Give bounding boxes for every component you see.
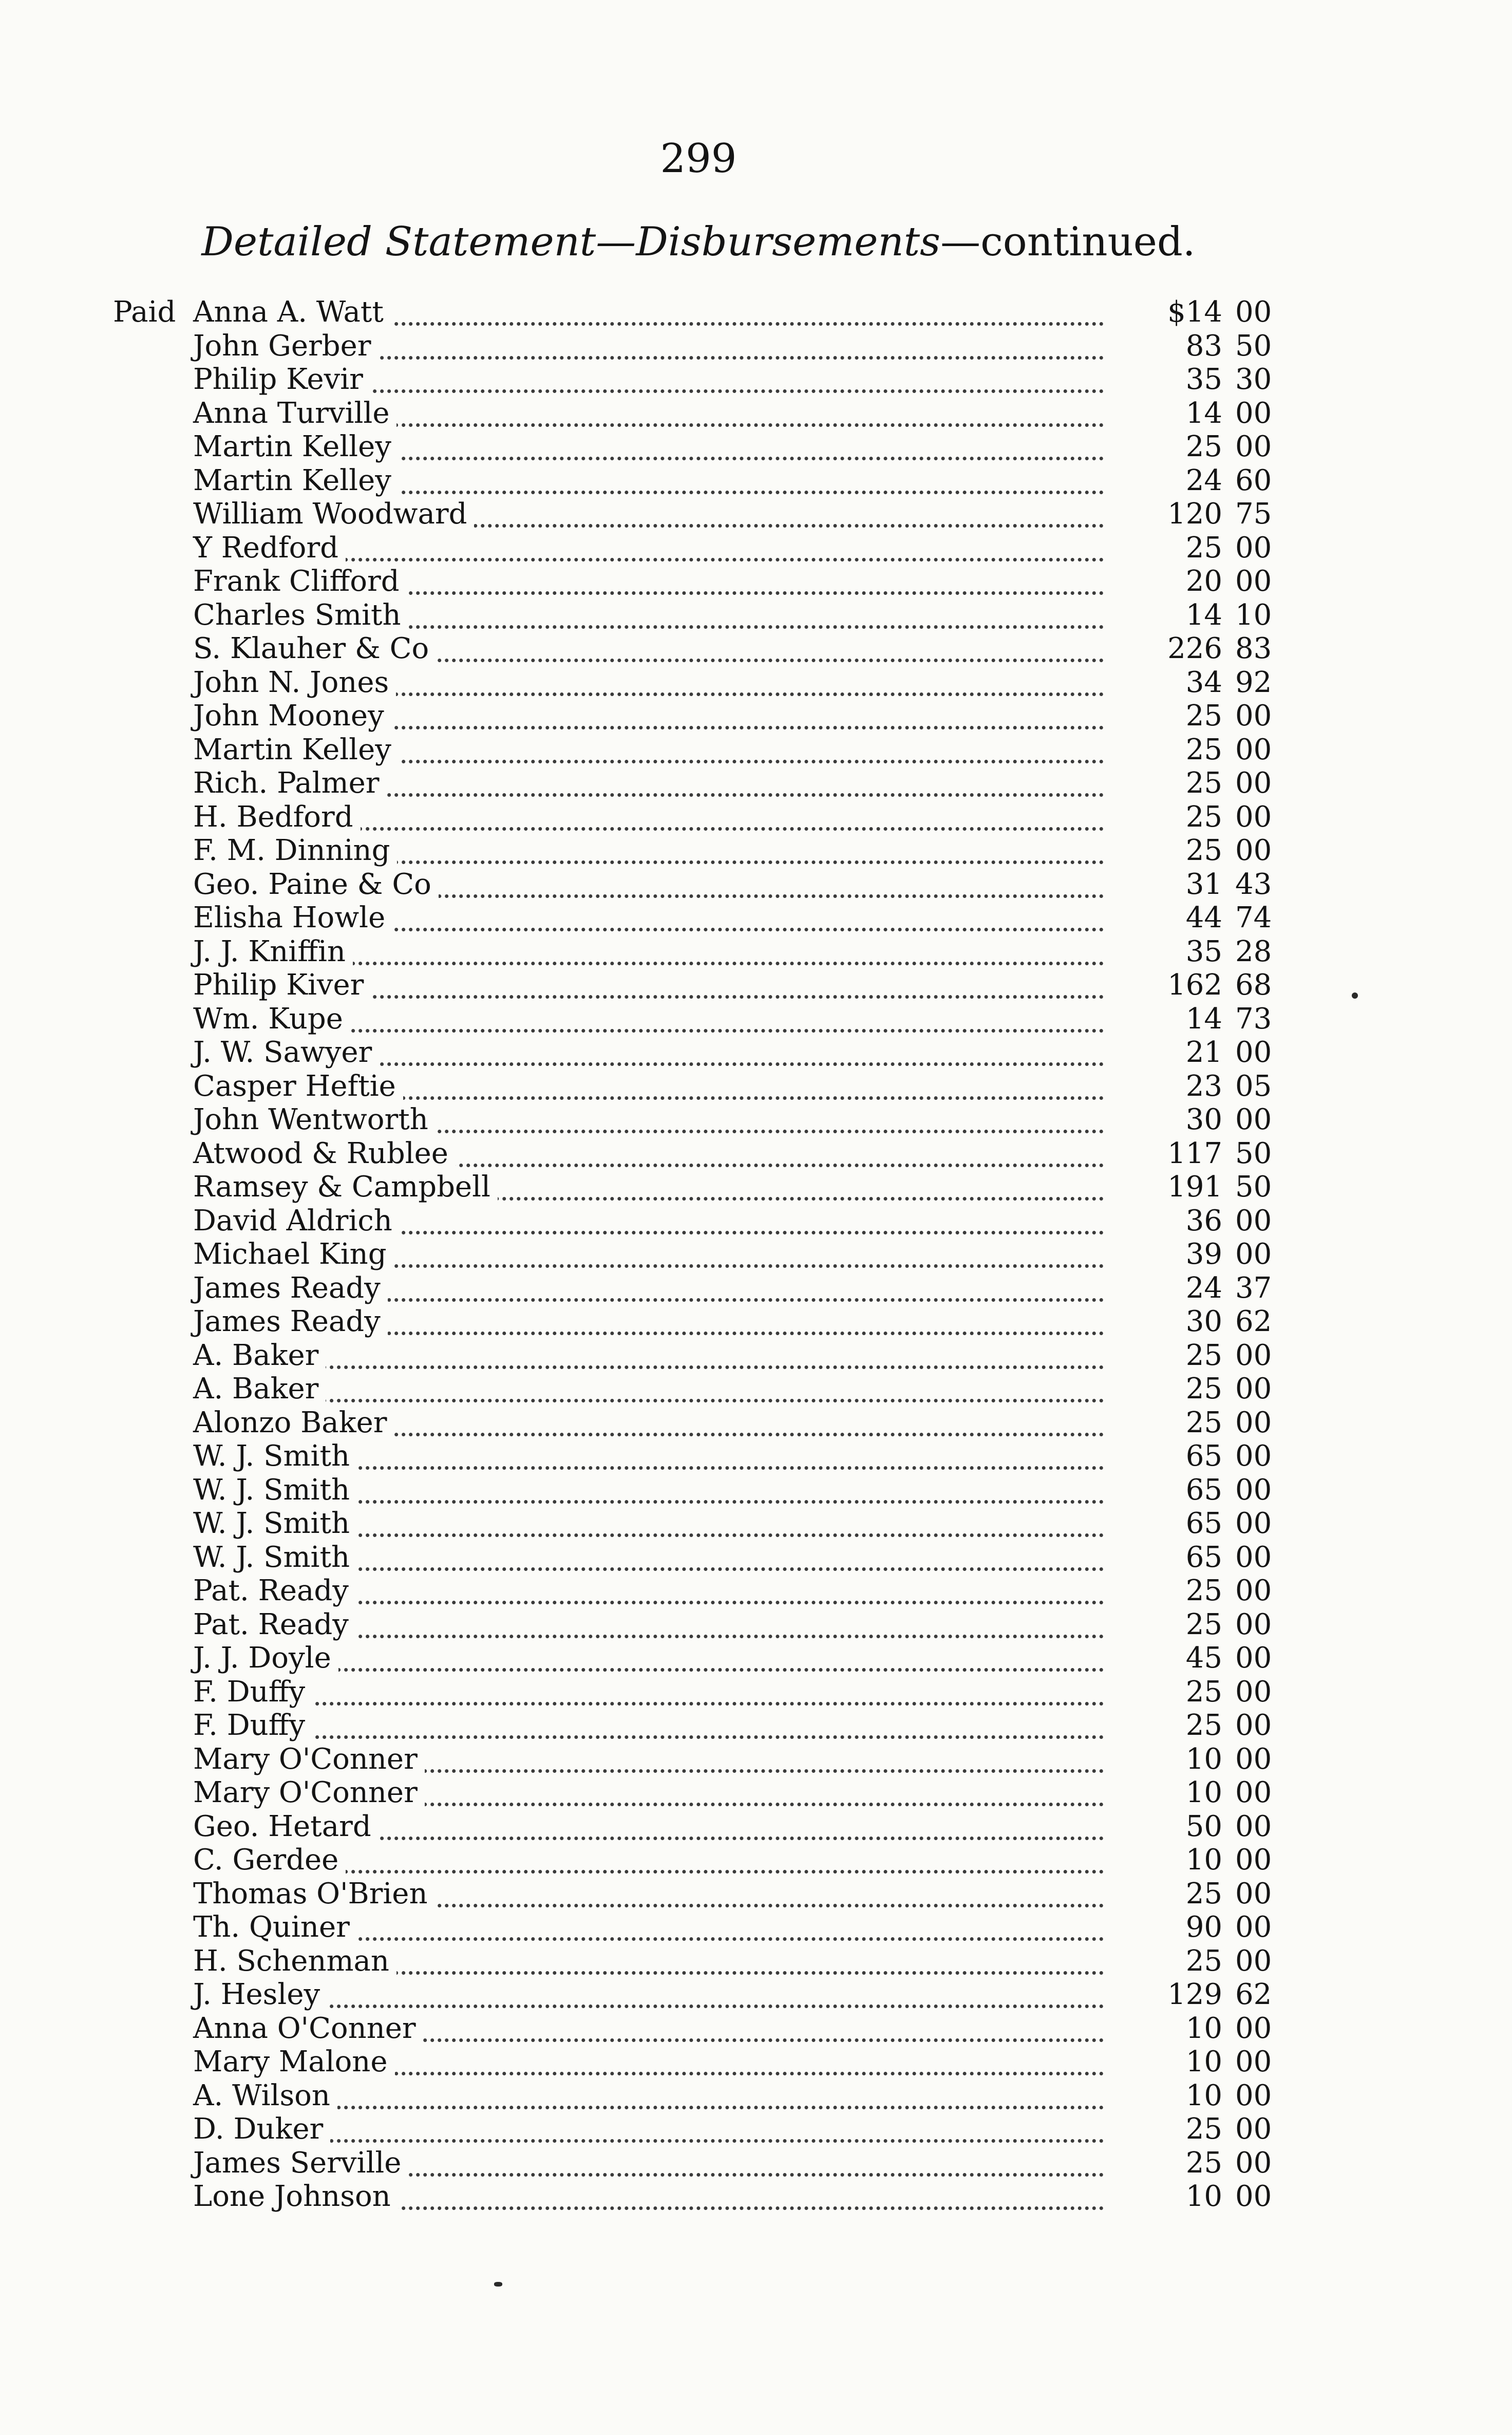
amount-dollars: 129: [1167, 1978, 1222, 2011]
list-item: [0, 699, 1512, 733]
amount-dollars: 25: [1185, 1574, 1222, 1607]
list-item: [0, 1743, 1512, 1776]
amount-dollars: 30: [1185, 1103, 1222, 1136]
amount-dollars: 83: [1185, 329, 1222, 363]
list-item: [0, 834, 1512, 868]
payee-name: James Serville: [193, 2146, 408, 2180]
list-item: [0, 935, 1512, 969]
amount-cents: 00: [1235, 2146, 1272, 2180]
amount-dollars: 25: [1185, 800, 1222, 834]
amount-cents: 00: [1235, 1406, 1272, 1439]
amount-dollars: 50: [1185, 1810, 1222, 1843]
amount-cents: 00: [1235, 1541, 1272, 1574]
list-item: [0, 632, 1512, 666]
list-item: [0, 2180, 1512, 2214]
amount-cents: 00: [1235, 1036, 1272, 1069]
amount-dollars: 25: [1185, 699, 1222, 733]
payee-name: Mary O'Conner: [193, 1776, 425, 1810]
list-item: [0, 1574, 1512, 1608]
list-item: [0, 1137, 1512, 1171]
list-item: [0, 733, 1512, 767]
amount-dollars: 10: [1185, 2012, 1222, 2045]
amount-cents: 00: [1235, 766, 1272, 800]
amount-dollars: 162: [1167, 968, 1222, 1002]
payee-name: J. Hesley: [193, 1978, 327, 2012]
amount-dollars: 65: [1185, 1541, 1222, 1574]
amount-cents: 00: [1235, 531, 1272, 565]
page-number: 299: [660, 136, 737, 182]
amount-dollars: 24: [1185, 1271, 1222, 1305]
amount-dollars: 39: [1185, 1238, 1222, 1271]
payee-name: D. Duker: [193, 2112, 330, 2146]
payee-name: Martin Kelley: [193, 733, 399, 767]
ink-speck: [1352, 992, 1358, 999]
amount-dollars: 14: [1185, 1002, 1222, 1036]
amount-cents: 00: [1235, 565, 1272, 598]
list-item: [0, 1641, 1512, 1675]
list-item: [0, 1877, 1512, 1911]
payee-name: A. Wilson: [193, 2079, 337, 2113]
amount-dollars: 25: [1185, 2112, 1222, 2146]
amount-dollars: 25: [1185, 1944, 1222, 1978]
payee-name: Charles Smith: [193, 598, 408, 632]
dot-leader: [193, 1986, 1104, 2008]
amount-dollars: 10: [1185, 2045, 1222, 2078]
amount-cents: 92: [1235, 666, 1272, 699]
dot-leader: [193, 1717, 1104, 1739]
amount-dollars: 25: [1185, 834, 1222, 867]
list-item: [0, 2045, 1512, 2079]
list-item: [0, 1070, 1512, 1103]
payee-name: J. J. Doyle: [193, 1641, 338, 1675]
payee-name: Philip Kevir: [193, 363, 370, 397]
heading-continued: —continued.: [940, 219, 1196, 265]
list-item: [0, 1170, 1512, 1204]
amount-cents: 00: [1235, 2180, 1272, 2213]
payee-name: Lone Johnson: [193, 2180, 398, 2214]
list-item: [0, 295, 1512, 329]
amount-dollars: 10: [1185, 1843, 1222, 1877]
amount-dollars: 65: [1185, 1473, 1222, 1507]
list-item: [0, 1339, 1512, 1373]
amount-dollars: 10: [1185, 1743, 1222, 1776]
list-item: [0, 1944, 1512, 1978]
amount-cents: 00: [1235, 1608, 1272, 1641]
list-item: [0, 1271, 1512, 1305]
payee-name: Mary O'Conner: [193, 1743, 425, 1776]
list-item: [0, 1910, 1512, 1944]
payee-name: Anna A. Watt: [193, 295, 391, 329]
amount-dollars: 20: [1185, 565, 1222, 598]
payee-name: Geo. Hetard: [193, 1810, 379, 1844]
amount-cents: 00: [1235, 1743, 1272, 1776]
list-item: [0, 430, 1512, 464]
payee-name: Anna Turville: [193, 397, 396, 430]
payee-name: Martin Kelley: [193, 430, 399, 464]
payee-name: W. J. Smith: [193, 1439, 357, 1473]
list-item: [0, 1541, 1512, 1575]
list-item: [0, 1709, 1512, 1743]
amount-dollars: 24: [1185, 464, 1222, 497]
payee-name: Pat. Ready: [193, 1574, 356, 1608]
amount-dollars: 65: [1185, 1439, 1222, 1473]
amount-cents: 75: [1235, 497, 1272, 531]
payee-name: J. W. Sawyer: [193, 1036, 379, 1070]
amount-dollars: 14: [1185, 397, 1222, 430]
amount-cents: 62: [1235, 1305, 1272, 1338]
amount-dollars: 21: [1185, 1036, 1222, 1069]
payee-name: W. J. Smith: [193, 1473, 357, 1507]
payee-name: W. J. Smith: [193, 1507, 357, 1541]
payee-name: Elisha Howle: [193, 901, 392, 935]
amount-cents: 68: [1235, 968, 1272, 1002]
amount-cents: 00: [1235, 699, 1272, 733]
amount-dollars: 25: [1185, 1709, 1222, 1742]
payee-name: John N. Jones: [193, 666, 396, 700]
amount-cents: 50: [1235, 1137, 1272, 1170]
amount-cents: 73: [1235, 1002, 1272, 1036]
amount-cents: 00: [1235, 733, 1272, 766]
list-item: [0, 868, 1512, 902]
dot-leader: [193, 1380, 1104, 1402]
amount-cents: 00: [1235, 1709, 1272, 1742]
amount-dollars: 35: [1185, 935, 1222, 968]
list-item: [0, 497, 1512, 531]
list-item: [0, 800, 1512, 834]
heading-title: Detailed Statement—Disbursements: [201, 219, 941, 265]
amount-dollars: 25: [1185, 1608, 1222, 1641]
list-item: [0, 1608, 1512, 1642]
list-item: [0, 2012, 1512, 2046]
amount-dollars: 25: [1185, 1339, 1222, 1372]
amount-dollars: 10: [1185, 2079, 1222, 2112]
amount-dollars: 30: [1185, 1305, 1222, 1338]
amount-cents: 00: [1235, 1810, 1272, 1843]
list-item: [0, 1843, 1512, 1877]
list-item: [0, 1675, 1512, 1709]
amount-dollars: 23: [1185, 1070, 1222, 1103]
amount-cents: 05: [1235, 1070, 1272, 1103]
payee-name: John Gerber: [193, 329, 379, 363]
payee-name: A. Baker: [193, 1372, 326, 1406]
amount-cents: 00: [1235, 1507, 1272, 1540]
amount-dollars: 25: [1185, 1406, 1222, 1439]
payee-name: C. Gerdee: [193, 1843, 346, 1877]
payee-name: S. Klauher & Co: [193, 632, 436, 666]
amount-cents: 00: [1235, 1776, 1272, 1809]
dot-leader: [193, 1683, 1104, 1706]
amount-cents: 00: [1235, 1675, 1272, 1709]
amount-dollars: 65: [1185, 1507, 1222, 1540]
amount-dollars: 31: [1185, 868, 1222, 901]
amount-cents: 00: [1235, 1103, 1272, 1136]
paid-label: Paid: [113, 295, 176, 329]
list-item: [0, 1439, 1512, 1473]
amount-dollars: 14: [1185, 598, 1222, 632]
payee-name: Rich. Palmer: [193, 766, 387, 800]
amount-dollars: 36: [1185, 1204, 1222, 1238]
payee-name: James Ready: [193, 1305, 388, 1339]
amount-dollars: 25: [1185, 766, 1222, 800]
payee-name: Pat. Ready: [193, 1608, 356, 1642]
amount-dollars: 226: [1167, 632, 1222, 665]
payee-name: James Ready: [193, 1271, 388, 1305]
payee-name: Frank Clifford: [193, 565, 407, 598]
list-item: [0, 1103, 1512, 1137]
list-item: [0, 464, 1512, 498]
amount-cents: 00: [1235, 1339, 1272, 1372]
amount-cents: 83: [1235, 632, 1272, 665]
amount-cents: 00: [1235, 1238, 1272, 1271]
payee-name: F. Duffy: [193, 1675, 312, 1709]
amount-cents: 00: [1235, 800, 1272, 834]
amount-dollars: 25: [1185, 733, 1222, 766]
list-item: [0, 1305, 1512, 1339]
amount-dollars: 34: [1185, 666, 1222, 699]
amount-cents: 00: [1235, 397, 1272, 430]
payee-name: Martin Kelley: [193, 464, 399, 498]
amount-cents: 60: [1235, 464, 1272, 497]
amount-cents: 10: [1235, 598, 1272, 632]
payee-name: A. Baker: [193, 1339, 326, 1373]
payee-name: J. J. Kniffin: [193, 935, 353, 969]
list-item: [0, 968, 1512, 1002]
list-item: [0, 598, 1512, 632]
amount-cents: 00: [1235, 1372, 1272, 1406]
amount-cents: 50: [1235, 1170, 1272, 1204]
amount-dollars: 120: [1167, 497, 1222, 531]
amount-cents: 00: [1235, 834, 1272, 867]
amount-cents: 00: [1235, 1473, 1272, 1507]
ink-speck: [494, 2282, 502, 2287]
amount-cents: 00: [1235, 1439, 1272, 1473]
payee-name: Michael King: [193, 1238, 394, 1271]
payee-name: F. M. Dinning: [193, 834, 397, 868]
list-item: [0, 1978, 1512, 2012]
dot-leader: [193, 1347, 1104, 1369]
payee-name: Thomas O'Brien: [193, 1877, 435, 1911]
amount-dollars: 10: [1185, 1776, 1222, 1809]
amount-cents: 00: [1235, 1910, 1272, 1944]
list-item: [0, 1776, 1512, 1810]
payee-name: Wm. Kupe: [193, 1002, 350, 1036]
amount-dollars: 44: [1185, 901, 1222, 934]
list-item: [0, 1406, 1512, 1440]
page-heading: [0, 219, 1397, 265]
list-item: [0, 397, 1512, 430]
amount-cents: 00: [1235, 295, 1272, 329]
amount-dollars: 45: [1185, 1641, 1222, 1675]
amount-cents: 00: [1235, 1641, 1272, 1675]
payee-name: John Mooney: [193, 699, 391, 733]
amount-cents: 00: [1235, 1204, 1272, 1238]
payee-name: John Wentworth: [193, 1103, 436, 1137]
list-item: [0, 363, 1512, 397]
amount-cents: 50: [1235, 329, 1272, 363]
list-item: [0, 1372, 1512, 1406]
amount-cents: 00: [1235, 2045, 1272, 2078]
amount-dollars: $14: [1167, 295, 1222, 329]
list-item: [0, 1036, 1512, 1070]
list-item: [0, 1238, 1512, 1271]
list-item: [0, 1002, 1512, 1036]
list-item: [0, 531, 1512, 565]
amount-dollars: 25: [1185, 531, 1222, 565]
amount-cents: 00: [1235, 1944, 1272, 1978]
list-item: [0, 766, 1512, 800]
payee-name: Atwood & Rublee: [193, 1137, 456, 1171]
amount-cents: 74: [1235, 901, 1272, 934]
list-item: [0, 1204, 1512, 1238]
amount-dollars: 25: [1185, 2146, 1222, 2180]
amount-cents: 30: [1235, 363, 1272, 396]
list-item: [0, 666, 1512, 700]
payee-name: H. Schenman: [193, 1944, 396, 1978]
list-item: [0, 1810, 1512, 1844]
payee-name: H. Bedford: [193, 800, 361, 834]
payee-name: Casper Heftie: [193, 1070, 403, 1103]
list-item: [0, 2112, 1512, 2146]
amount-dollars: 10: [1185, 2180, 1222, 2213]
amount-cents: 00: [1235, 2012, 1272, 2045]
payee-name: Alonzo Baker: [193, 1406, 394, 1440]
payee-name: Philip Kiver: [193, 968, 371, 1002]
amount-dollars: 25: [1185, 1372, 1222, 1406]
list-item: [0, 565, 1512, 598]
payee-name: Th. Quiner: [193, 1910, 357, 1944]
amount-cents: 00: [1235, 1877, 1272, 1910]
amount-cents: 62: [1235, 1978, 1272, 2011]
list-item: [0, 1473, 1512, 1507]
amount-dollars: 117: [1167, 1137, 1222, 1170]
payee-name: Ramsey & Campbell: [193, 1170, 498, 1204]
payee-name: Geo. Paine & Co: [193, 868, 439, 902]
amount-dollars: 25: [1185, 1877, 1222, 1910]
amount-cents: 43: [1235, 868, 1272, 901]
amount-dollars: 25: [1185, 1675, 1222, 1709]
amount-cents: 00: [1235, 2079, 1272, 2112]
amount-cents: 00: [1235, 1574, 1272, 1607]
payee-name: William Woodward: [193, 497, 474, 531]
list-item: [0, 901, 1512, 935]
list-item: [0, 2079, 1512, 2113]
amount-dollars: 35: [1185, 363, 1222, 396]
amount-dollars: 191: [1167, 1170, 1222, 1204]
list-item: [0, 2146, 1512, 2180]
payee-name: W. J. Smith: [193, 1541, 357, 1575]
payee-name: Anna O'Conner: [193, 2012, 423, 2046]
list-item: [0, 329, 1512, 363]
amount-dollars: 90: [1185, 1910, 1222, 1944]
payee-name: David Aldrich: [193, 1204, 400, 1238]
amount-cents: 00: [1235, 430, 1272, 463]
amount-cents: 00: [1235, 1843, 1272, 1877]
payee-name: F. Duffy: [193, 1709, 312, 1743]
amount-cents: 00: [1235, 2112, 1272, 2146]
list-item: [0, 1507, 1512, 1541]
amount-cents: 28: [1235, 935, 1272, 968]
amount-dollars: 25: [1185, 430, 1222, 463]
amount-cents: 37: [1235, 1271, 1272, 1305]
payee-name: Y Redford: [193, 531, 346, 565]
payee-name: Mary Malone: [193, 2045, 395, 2079]
